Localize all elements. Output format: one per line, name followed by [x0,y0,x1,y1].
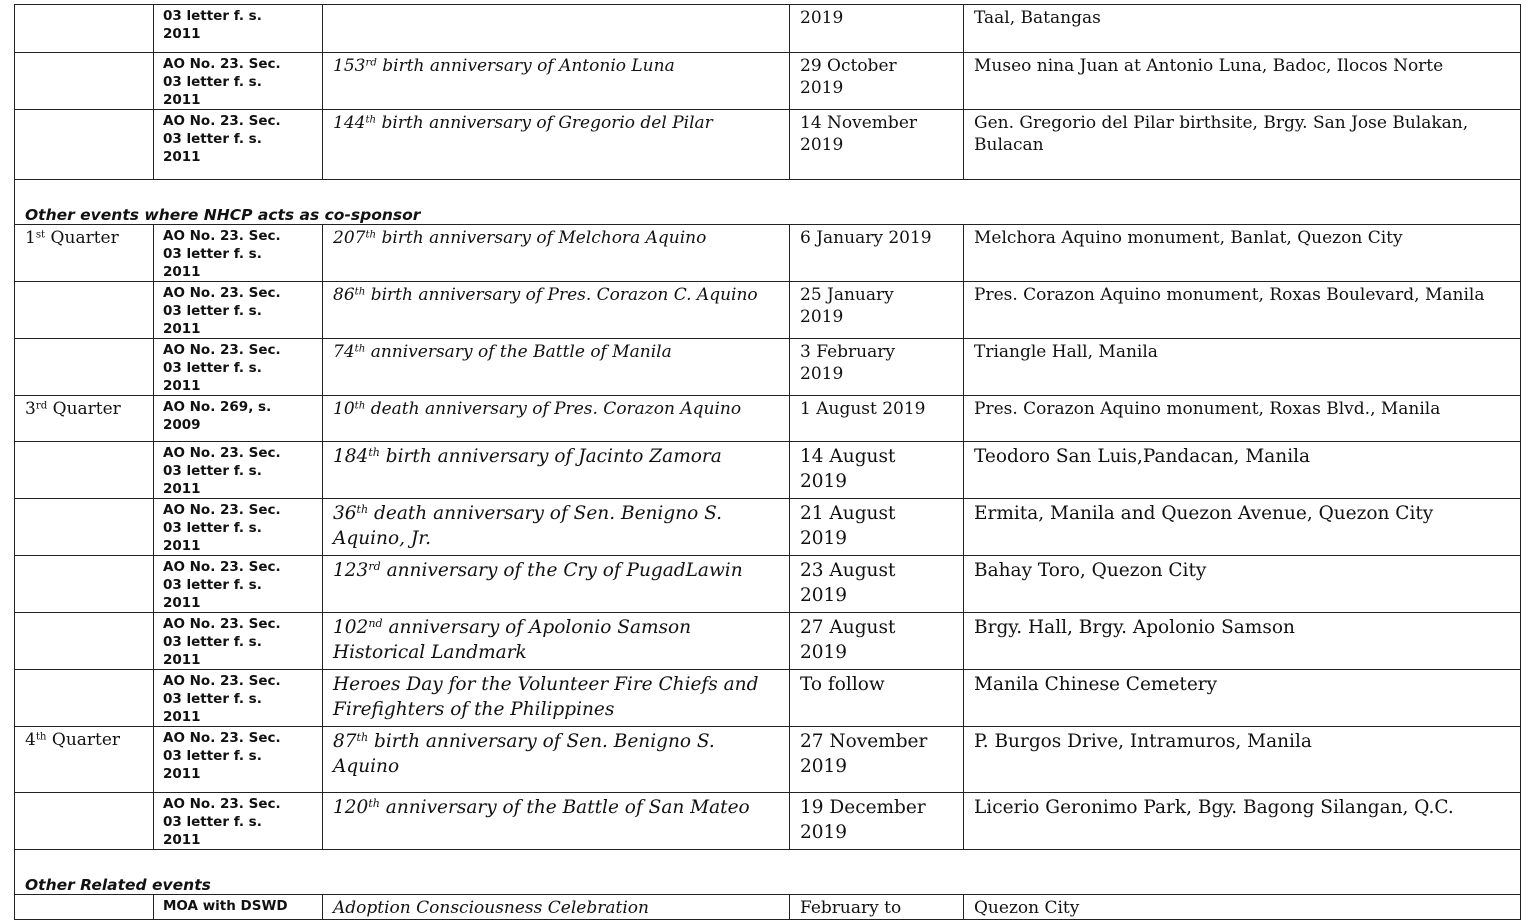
venue-cell: Quezon City [964,895,1521,920]
date-line: 14 November [800,113,917,133]
event-cell [323,556,790,613]
legal-basis-line: 03 letter f. s. [163,577,262,593]
event-ordinal-number: 123 [333,560,369,581]
legal-basis-cell [154,670,323,727]
date-line: 27 August [800,617,896,638]
legal-basis-line: 2011 [163,709,201,725]
legal-basis-line: 03 letter f. s. [163,360,262,376]
date-line: February to [800,898,902,918]
legal-basis-line: AO No. 269, s. [163,399,272,415]
event-cell [323,339,790,396]
event-ordinal-suffix: th [354,400,366,412]
event-title: anniversary of Apolonio Samson Historical Landmark [333,617,692,663]
date-line: 2019 [800,78,844,98]
date-line: 2019 [800,364,844,384]
event-cell [323,442,790,499]
table-row [15,556,1521,613]
legal-basis-line: 03 letter f. s. [163,691,262,707]
legal-basis-line: MOA with DSWD [163,898,288,914]
date-line: 23 August [800,560,896,581]
event-ordinal-number: 184 [333,446,369,467]
legal-basis-line: 03 letter f. s. [163,131,262,147]
venue-cell: Brgy. Hall, Brgy. Apolonio Samson [964,613,1521,670]
event-ordinal-number: 144 [333,113,366,133]
date-cell [790,499,964,556]
event-ordinal-suffix: rd [365,57,377,69]
date-cell [790,110,964,180]
date-line: 2019 [800,528,848,549]
table-row [15,5,1521,53]
event-ordinal-number: 10 [333,399,355,419]
date-line: 19 December [800,797,926,818]
event-ordinal-suffix: rd [368,559,381,573]
date-cell [790,442,964,499]
legal-basis-line: AO No. 23. Sec. [163,502,281,518]
quarter-cell [15,339,154,396]
date-line: 6 January 2019 [800,228,932,248]
date-cell [790,282,964,339]
event-cell [323,396,790,442]
table-row [15,339,1521,396]
table-row [15,727,1521,793]
date-line: 3 February [800,342,895,362]
event-ordinal-suffix: th [356,730,369,744]
date-cell [790,556,964,613]
table-row [15,110,1521,180]
legal-basis-cell [154,396,323,442]
legal-basis-line: 03 letter f. s. [163,8,262,24]
date-line: 2019 [800,8,844,28]
event-ordinal-suffix: th [368,445,380,459]
table-row [15,793,1521,850]
quarter-cell [15,670,154,727]
quarter-cell [15,5,154,53]
legal-basis-cell [154,442,323,499]
legal-basis-line: AO No. 23. Sec. [163,796,281,812]
legal-basis-line: AO No. 23. Sec. [163,56,281,72]
legal-basis-line: 2011 [163,264,201,280]
event-title: anniversary of the Battle of Manila [365,342,672,362]
legal-basis-cell [154,556,323,613]
event-title: anniversary of the Battle of San Mateo [379,797,750,818]
event-ordinal-number: 153 [333,56,366,76]
event-ordinal-number: 74 [333,342,355,362]
quarter-label: Quarter [45,228,119,248]
legal-basis-cell [154,727,323,793]
legal-basis-line: 03 letter f. s. [163,520,262,536]
event-title: death anniversary of Sen. Benigno S. Aquino, Jr. [333,503,723,549]
table-row [15,499,1521,556]
quarter-cell [15,396,154,442]
quarter-cell [15,613,154,670]
venue-cell: Ermita, Manila and Quezon Avenue, Quezon City [964,499,1521,556]
event-ordinal-suffix: th [368,796,380,810]
legal-basis-line: AO No. 23. Sec. [163,445,281,461]
event-cell [323,727,790,793]
event-cell [323,5,790,53]
section-row [15,180,1521,225]
date-cell [790,396,964,442]
event-ordinal-number: 86 [333,285,355,305]
date-line: 2019 [800,135,844,155]
venue-cell: Licerio Geronimo Park, Bgy. Bagong Silangan, Q.C. [964,793,1521,850]
date-line: 27 November [800,731,928,752]
date-cell [790,225,964,282]
event-cell [323,499,790,556]
legal-basis-cell [154,5,323,53]
legal-basis-line: 2009 [163,417,201,433]
event-ordinal-suffix: th [354,286,366,298]
quarter-cell [15,225,154,282]
section-title: Other events where NHCP acts as co-sponsor [15,180,1521,225]
legal-basis-cell [154,339,323,396]
legal-basis-cell [154,225,323,282]
legal-basis-line: 2011 [163,149,201,165]
event-ordinal-suffix: th [365,114,377,126]
event-ordinal-number: 36 [333,503,357,524]
legal-basis-line: 2011 [163,92,201,108]
date-line: 14 August [800,446,896,467]
legal-basis-cell [154,499,323,556]
legal-basis-line: AO No. 23. Sec. [163,559,281,575]
date-line: 2019 [800,307,844,327]
event-ordinal-suffix: th [356,502,369,516]
quarter-cell [15,793,154,850]
legal-basis-line: 03 letter f. s. [163,303,262,319]
section-title: Other Related events [15,850,1521,895]
legal-basis-line: 2011 [163,26,201,42]
quarter-cell [15,556,154,613]
venue-cell: Gen. Gregorio del Pilar birthsite, Brgy. San Jose Bulakan, Bulacan [964,110,1521,180]
event-cell [323,110,790,180]
event-title: birth anniversary of Gregorio del Pilar [376,113,713,133]
legal-basis-line: AO No. 23. Sec. [163,342,281,358]
venue-cell: Taal, Batangas [964,5,1521,53]
legal-basis-line: 03 letter f. s. [163,463,262,479]
quarter-ordinal: th [35,731,47,743]
event-title: birth anniversary of Pres. Corazon C. Aquino [365,285,758,305]
date-line: 29 October [800,56,897,76]
event-cell [323,670,790,727]
venue-cell: Teodoro San Luis,Pandacan, Manila [964,442,1521,499]
quarter-number: 3 [25,399,36,419]
quarter-cell [15,110,154,180]
quarter-ordinal: rd [35,400,48,412]
legal-basis-line: AO No. 23. Sec. [163,228,281,244]
quarter-cell [15,499,154,556]
event-title: birth anniversary of Antonio Luna [376,56,675,76]
quarter-label: Quarter [47,399,121,419]
date-line: 2019 [800,642,848,663]
legal-basis-line: AO No. 23. Sec. [163,730,281,746]
venue-cell: Bahay Toro, Quezon City [964,556,1521,613]
legal-basis-line: 2011 [163,832,201,848]
events-table [14,4,1521,920]
events-table-body [15,5,1521,920]
date-line: 1 August 2019 [800,399,926,419]
table-row [15,282,1521,339]
legal-basis-line: AO No. 23. Sec. [163,285,281,301]
event-ordinal-number: Heroes Day for the Volunteer Fire Chiefs and Firefighters of the Philippines [333,674,759,720]
date-line: 2019 [800,471,848,492]
date-cell [790,670,964,727]
legal-basis-line: AO No. 23. Sec. [163,616,281,632]
quarter-ordinal: st [35,229,46,241]
legal-basis-line: 2011 [163,378,201,394]
event-ordinal-suffix: th [354,343,366,355]
legal-basis-cell [154,110,323,180]
legal-basis-line: 2011 [163,652,201,668]
section-row [15,850,1521,895]
date-cell [790,53,964,110]
table-row [15,396,1521,442]
event-cell [323,225,790,282]
venue-cell: Museo nina Juan at Antonio Luna, Badoc, Ilocos Norte [964,53,1521,110]
table-row [15,225,1521,282]
table-row [15,670,1521,727]
legal-basis-cell [154,613,323,670]
event-ordinal-number: 120 [333,797,369,818]
event-title: birth anniversary of Jacinto Zamora [379,446,722,467]
date-line: 25 January [800,285,894,305]
legal-basis-cell [154,53,323,110]
legal-basis-line: 2011 [163,321,201,337]
quarter-cell [15,282,154,339]
table-row [15,442,1521,499]
venue-cell: Pres. Corazon Aquino monument, Roxas Blvd., Manila [964,396,1521,442]
event-ordinal-number: Adoption Consciousness Celebration [333,898,649,918]
venue-cell: Melchora Aquino monument, Banlat, Quezon City [964,225,1521,282]
legal-basis-line: 03 letter f. s. [163,748,262,764]
event-ordinal-number: 87 [333,731,357,752]
date-cell [790,613,964,670]
legal-basis-cell [154,793,323,850]
event-ordinal-number: 207 [333,228,366,248]
event-cell [323,53,790,110]
legal-basis-line: 2011 [163,481,201,497]
quarter-cell [15,727,154,793]
legal-basis-line: 03 letter f. s. [163,634,262,650]
legal-basis-line: AO No. 23. Sec. [163,113,281,129]
event-title: anniversary of the Cry of PugadLawin [380,560,743,581]
legal-basis-line: 03 letter f. s. [163,246,262,262]
venue-cell: P. Burgos Drive, Intramuros, Manila [964,727,1521,793]
event-title: birth anniversary of Melchora Aquino [376,228,707,248]
venue-cell: Pres. Corazon Aquino monument, Roxas Boulevard, Manila [964,282,1521,339]
date-cell [790,5,964,53]
legal-basis-cell [154,282,323,339]
quarter-cell [15,53,154,110]
date-cell [790,727,964,793]
table-row [15,613,1521,670]
venue-cell: Triangle Hall, Manila [964,339,1521,396]
legal-basis-line: 2011 [163,538,201,554]
quarter-number: 4 [25,730,36,750]
date-line: 2019 [800,756,848,777]
event-ordinal-suffix: th [365,229,377,241]
date-line: To follow [800,674,885,695]
quarter-number: 1 [25,228,36,248]
event-cell [323,793,790,850]
legal-basis-line: 2011 [163,766,201,782]
legal-basis-line: 03 letter f. s. [163,814,262,830]
quarter-cell [15,442,154,499]
event-cell [323,613,790,670]
date-line: 2019 [800,822,848,843]
event-title: death anniversary of Pres. Corazon Aquino [365,399,742,419]
event-ordinal-number: 102 [333,617,369,638]
date-cell [790,793,964,850]
date-cell [790,339,964,396]
legal-basis-line: 2011 [163,595,201,611]
date-line: 2019 [800,585,848,606]
table-row [15,53,1521,110]
event-cell [323,282,790,339]
event-title: birth anniversary of Sen. Benigno S. Aquino [333,731,715,777]
legal-basis-line: 03 letter f. s. [163,74,262,90]
quarter-label: Quarter [46,730,121,750]
date-line: 21 August [800,503,896,524]
legal-basis-line: AO No. 23. Sec. [163,673,281,689]
venue-cell: Manila Chinese Cemetery [964,670,1521,727]
event-ordinal-suffix: nd [368,616,383,630]
